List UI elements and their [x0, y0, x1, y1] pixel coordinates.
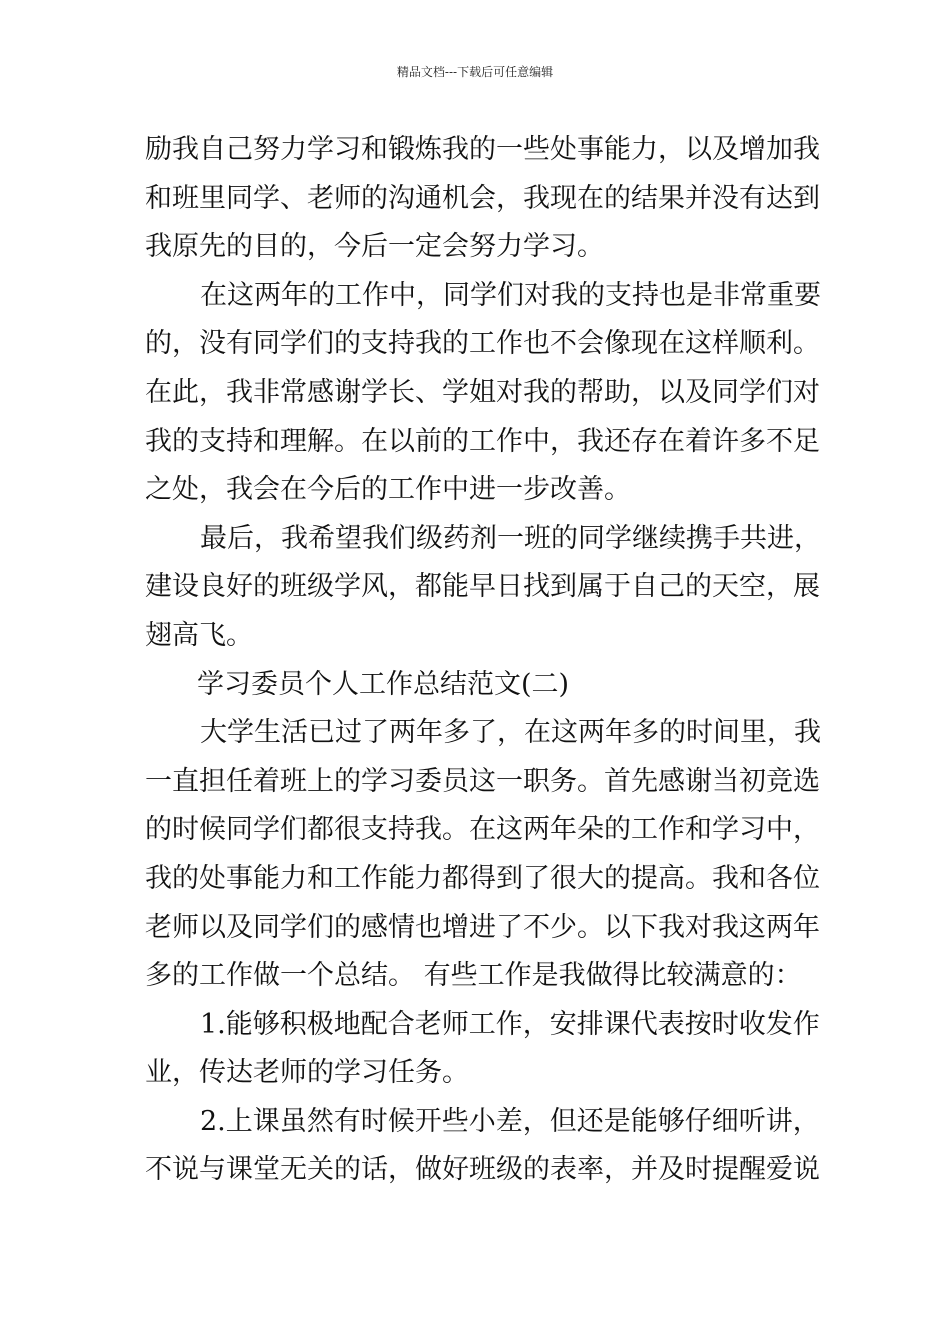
paragraph-first-line: 最后，我希望我们级药剂一班的同学继续携手共进，: [200, 522, 821, 554]
text-line: 和班里同学、老师的沟通机会，我现在的结果并没有达到: [145, 182, 820, 214]
text-line: 的，没有同学们的支持我的工作也不会像现在这样顺利。: [145, 328, 820, 360]
text-line: 多的工作做一个总结。 有些工作是我做得比较满意的：: [145, 960, 802, 992]
text-line: 业，传达老师的学习任务。: [145, 1057, 469, 1089]
paragraph-first-line: 在这两年的工作中，同学们对我的支持也是非常重要: [200, 279, 821, 311]
text-line: 我的处事能力和工作能力都得到了很大的提高。我和各位: [145, 862, 820, 894]
text-line: 在此，我非常感谢学长、学姐对我的帮助，以及同学们对: [145, 376, 820, 408]
text-line: 的时候同学们都很支持我。在这两年朵的工作和学习中，: [145, 814, 820, 846]
text-line: 励我自己努力学习和锻炼我的一些处事能力，以及增加我: [145, 134, 820, 165]
text-line: 不说与课堂无关的话，做好班级的表率，并及时提醒爱说: [145, 1154, 820, 1186]
text-line: 一直担任着班上的学习委员这一职务。首先感谢当初竞选: [145, 765, 820, 797]
text-line: 我原先的目的，今后一定会努力学习。: [145, 231, 604, 263]
text-line: 翅高飞。: [145, 619, 253, 651]
text-line: 建设良好的班级学风，都能早日找到属于自己的天空，展: [145, 571, 820, 603]
text-line: 我的支持和理解。在以前的工作中，我还存在着许多不足: [145, 425, 820, 457]
text-line: 老师以及同学们的感情也增进了不少。以下我对我这两年: [145, 911, 820, 943]
section-heading: 学习委员个人工作总结范文(二): [197, 668, 570, 700]
list-item-first-line: 1.能够积极地配合老师工作，安排课代表按时收发作: [200, 1008, 820, 1040]
paragraph-first-line: 大学生活已过了两年多了，在这两年多的时间里，我: [200, 717, 821, 749]
document-body: [145, 126, 821, 1195]
list-item-first-line: 2.上课虽然有时候开些小差，但还是能够仔细听讲，: [200, 1105, 820, 1137]
page-header: 精品文档---下载后可任意编辑: [396, 65, 554, 79]
text-line: 之处，我会在今后的工作中进一步改善。: [145, 474, 631, 506]
